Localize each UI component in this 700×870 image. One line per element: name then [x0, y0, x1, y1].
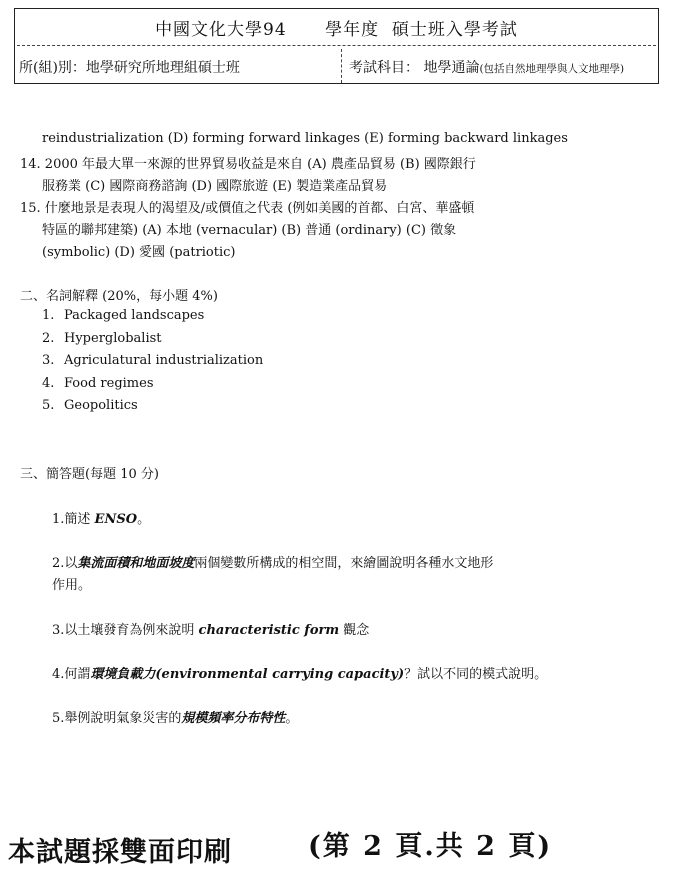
term-text: Geopolitics: [64, 398, 138, 413]
q4-term: 環境負載力(environmental carrying capacity): [90, 667, 405, 682]
header-divider-line: [17, 45, 656, 46]
term-text: Packaged landscapes: [64, 308, 205, 323]
q4-suffix: ？試以不同的模式說明。: [404, 667, 548, 682]
double-sided-print-note: 本試題採雙面印刷: [8, 837, 232, 868]
q1-prefix: 1.簡述: [52, 512, 95, 527]
short-question-1: [52, 508, 150, 527]
short-question-4: [52, 663, 547, 682]
q2-term: 集流面積和地面坡度: [77, 556, 195, 571]
subject-name: 地學通論: [423, 60, 480, 76]
q3-suffix: 觀念: [339, 623, 370, 638]
q4-prefix: 4.何謂: [52, 667, 91, 682]
q14-line-1: 14. 2000 年最大單一來源的世界貿易收益是來自 (A) 農產品貿易 (B) 國際銀行: [20, 157, 476, 172]
department-label: 所(組)別：地學研究所地理組碩士班: [19, 60, 240, 76]
term-item: [42, 398, 138, 413]
q14-line-2: 服務業 (C) 國際商務諮詢 (D) 國際旅遊 (E) 製造業產品貿易: [42, 179, 388, 194]
q13-tail: reindustrialization (D) forming forward linkages (E) forming backward linkages: [42, 131, 568, 146]
term-number: 1.: [42, 308, 55, 323]
term-text: Agriculatural industrialization: [64, 353, 264, 368]
q3-prefix: 3.以土壤發育為例來說明: [52, 623, 199, 638]
section-3-title: 三、簡答題(每題 10 分): [20, 467, 159, 482]
q15-line-1: 15. 什麼地景是表現人的渴望及/或價值之代表 (例如美國的首都、白宮、華盛頓: [20, 201, 475, 216]
q1-term: ENSO: [94, 512, 138, 527]
q5-term: 規模頻率分布特性: [181, 711, 286, 726]
short-question-5: [52, 707, 298, 726]
term-text: Hyperglobalist: [64, 331, 162, 346]
q3-term: characteristic form: [198, 623, 340, 638]
exam-title: 中國文化大學94 學年度 碩士班入學考試: [155, 20, 518, 40]
short-question-2-line-2: 作用。: [52, 578, 92, 593]
term-item: [42, 376, 154, 391]
term-item: [42, 353, 263, 368]
q15-line-3: (symbolic) (D) 愛國 (patriotic): [42, 245, 236, 260]
term-item: [42, 308, 204, 323]
page-number: (第 2 頁.共 2 頁): [308, 831, 553, 862]
term-number: 3.: [42, 353, 55, 368]
term-item: [42, 331, 162, 346]
q5-suffix: 。: [285, 711, 299, 726]
subject-label: 考試科目：: [349, 60, 419, 76]
q5-prefix: 5.舉例說明氣象災害的: [52, 711, 182, 726]
subject-line: [349, 57, 624, 77]
q2-suffix: 兩個變數所構成的相空間，來繪圖說明各種水文地形: [194, 556, 494, 571]
term-text: Food regimes: [64, 376, 154, 391]
q2-prefix: 2.以: [52, 556, 78, 571]
exam-header: [14, 8, 659, 84]
section-2-title: 二、名詞解釋 (20%，每小題 4%): [20, 289, 218, 304]
term-number: 4.: [42, 376, 55, 391]
term-number: 2.: [42, 331, 55, 346]
short-question-2: [52, 552, 493, 571]
short-question-3: [52, 619, 369, 638]
q1-suffix: 。: [137, 512, 151, 527]
term-number: 5.: [42, 398, 55, 413]
q15-line-2: 特區的聯邦建築) (A) 本地 (vernacular) (B) 普通 (ordinary) (C) 徵象: [42, 223, 457, 238]
header-vertical-divider: [341, 49, 342, 83]
subject-note: (包括自然地理學與人文地理學): [479, 63, 625, 75]
